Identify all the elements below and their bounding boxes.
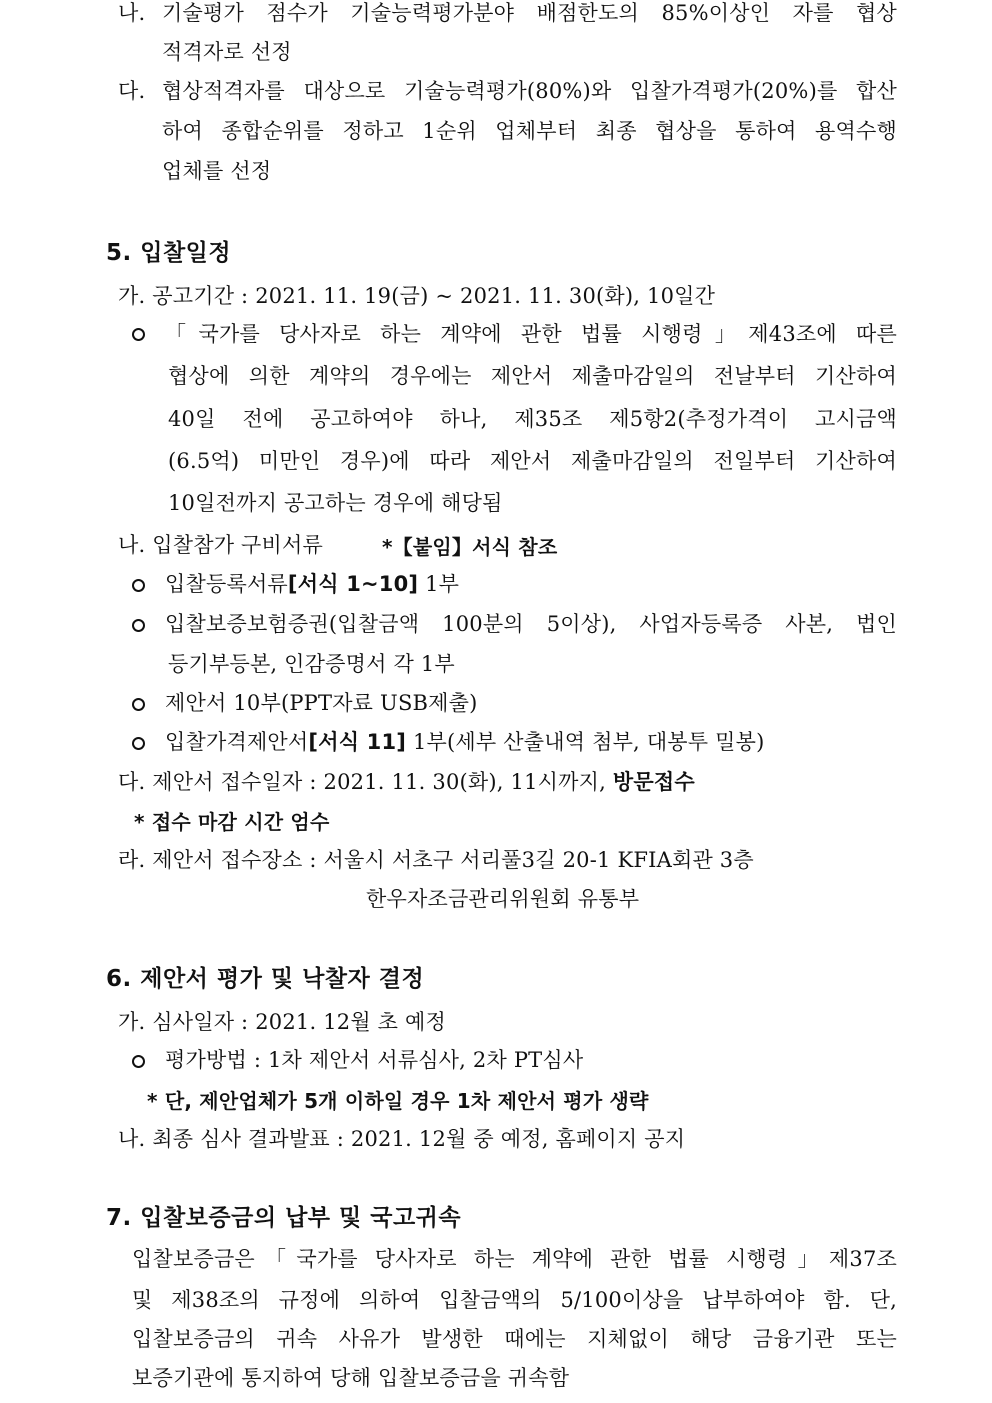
circle-bullet-icon xyxy=(132,328,145,341)
schedule-period: 가. 공고기간 : 2021. 11. 19(금) ~ 2021. 11. 30(화), 10일간 xyxy=(118,284,716,308)
paragraph-line: 업체를 선정 xyxy=(162,159,272,183)
item-marker-na: 나. xyxy=(118,1,146,25)
paragraph-line: 10일전까지 공고하는 경우에 해당됨 xyxy=(168,491,503,515)
paragraph-line: 하여 종합순위를 정하고 1순위 업체부터 최종 협상을 통하여 용역수행 xyxy=(162,119,897,143)
section-heading-6: 6. 제안서 평가 및 낙찰자 결정 xyxy=(106,966,425,992)
evaluation-note: * 단, 제안업체가 5개 이하일 경우 1차 제안서 평가 생략 xyxy=(147,1089,649,1113)
circle-bullet-icon xyxy=(132,737,145,750)
paragraph-line: 및 제38조의 규정에 의하여 입찰금액의 5/100이상을 납부하여야 함. 단, xyxy=(132,1288,897,1312)
submission-date: 다. 제안서 접수일자 : 2021. 11. 30(화), 11시까지, 방문접수 xyxy=(118,770,695,794)
doc-item-registration: 입찰등록서류[서식 1~10] 1부 xyxy=(165,572,460,596)
doc-item-proposal: 제안서 10부(PPT자료 USB제출) xyxy=(165,691,478,715)
attachment-reference: *【붙임】서식 참조 xyxy=(382,535,558,559)
item-marker-da: 다. xyxy=(118,79,146,103)
paragraph-line: 기술평가 점수가 기술능력평가분야 배점한도의 85%이상인 자를 협상 xyxy=(162,1,897,25)
section-heading-5: 5. 입찰일정 xyxy=(106,240,232,266)
submission-place-dept: 한우자조금관리위원회 유통부 xyxy=(366,887,640,911)
circle-bullet-icon xyxy=(132,579,145,592)
circle-bullet-icon xyxy=(132,619,145,632)
required-docs-label: 나. 입찰참가 구비서류 xyxy=(118,533,323,557)
review-date: 가. 심사일자 : 2021. 12월 초 예정 xyxy=(118,1010,447,1034)
doc-item-price: 입찰가격제안서[서식 11] 1부(세부 산출내역 첨부, 대봉투 밀봉) xyxy=(165,730,765,754)
paragraph-line: 입찰보증금의 귀속 사유가 발생한 때에는 지체없이 해당 금융기관 또는 xyxy=(132,1327,897,1351)
paragraph-line: 적격자로 선정 xyxy=(162,40,292,64)
paragraph-line: 협상적격자를 대상으로 기술능력평가(80%)와 입찰가격평가(20%)를 합산 xyxy=(162,79,897,103)
result-announcement: 나. 최종 심사 결과발표 : 2021. 12월 중 예정, 홈페이지 공지 xyxy=(118,1127,686,1151)
doc-item-bond-cont: 등기부등본, 인감증명서 각 1부 xyxy=(168,652,455,676)
paragraph-line: 40일 전에 공고하여야 하나, 제35조 제5항2(추정가격이 고시금액 xyxy=(168,407,897,431)
paragraph-line: 「국가를 당사자로 하는 계약에 관한 법률 시행령」제43조에 따른 xyxy=(165,322,897,346)
paragraph-line: 보증기관에 통지하여 당해 입찰보증금을 귀속함 xyxy=(132,1366,570,1390)
submission-place: 라. 제안서 접수장소 : 서울시 서초구 서리풀3길 20-1 KFIA회관 3층 xyxy=(118,848,754,872)
evaluation-method: 평가방법 : 1차 제안서 서류심사, 2차 PT심사 xyxy=(165,1048,584,1072)
paragraph-line: 협상에 의한 계약의 경우에는 제안서 제출마감일의 전날부터 기산하여 xyxy=(168,364,897,388)
doc-item-bond: 입찰보증보험증권(입찰금액 100분의 5이상), 사업자등록증 사본, 법인 xyxy=(165,612,897,636)
paragraph-line: (6.5억) 미만인 경우)에 따라 제안서 제출마감일의 전일부터 기산하여 xyxy=(168,449,897,473)
deadline-note: * 접수 마감 시간 엄수 xyxy=(134,810,330,834)
circle-bullet-icon xyxy=(132,1055,145,1068)
circle-bullet-icon xyxy=(132,698,145,711)
paragraph-line: 입찰보증금은「국가를 당사자로 하는 계약에 관한 법률 시행령」제37조 xyxy=(132,1247,897,1271)
section-heading-7: 7. 입찰보증금의 납부 및 국고귀속 xyxy=(106,1205,462,1231)
